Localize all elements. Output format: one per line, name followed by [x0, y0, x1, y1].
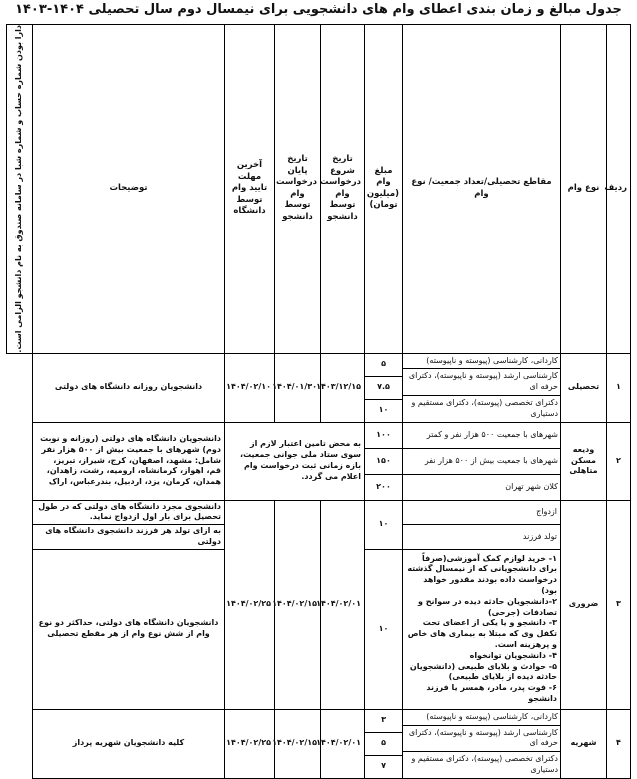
section-item: کلان شهر تهران — [505, 481, 558, 491]
table-row-tuition-loan — [7, 353, 631, 422]
loan-type: ودیعه مسکن متاهلی — [561, 422, 607, 500]
deadline-date: ۱۴۰۴/۰۲/۱۰ — [225, 353, 275, 422]
amount-value: ۱۰ — [365, 549, 403, 709]
section-item: دکترای تخصصی (پیوسته)، دکترای مستقیم و دستیاری — [411, 397, 558, 418]
end-date: ۱۴۰۴/۰۲/۱۵ — [275, 500, 321, 709]
header-loan-type: نوع وام — [561, 25, 607, 354]
side-note: دارا بودن شماره حساب و شماره شبا در سامانه صندوق به نام دانشجو الزامی است. — [14, 25, 24, 353]
row-no: ۳ — [607, 500, 631, 709]
amount-value: ۷.۵ — [365, 377, 402, 400]
amount-value: ۱۰۰ — [365, 423, 402, 449]
loan-table-wrapper — [6, 24, 630, 774]
header-sections: مقاطع تحصیلی/تعداد جمعیت/ نوع وام — [403, 25, 561, 354]
page-title: جدول مبالغ و زمان بندی اعطای وام های دانشجویی برای نیمسال دوم سال تحصیلی ۱۴۰۴-۱۴۰۳ — [15, 2, 622, 17]
amount-value: ۵ — [365, 354, 402, 377]
header-deadline: آخرین مهلت تایید وام توسط دانشگاه — [225, 25, 275, 354]
header-row-no: ردیف — [607, 25, 631, 354]
end-date: ۱۴۰۴/۰۲/۱۵ — [275, 709, 321, 778]
list-item: ۶- فوت پدر، مادر، همسر یا فرزند دانشجو — [426, 683, 557, 704]
section-item: شهرهای با جمعیت ۵۰۰ هزار نفر و کمتر — [403, 423, 560, 449]
header-end-date: تاریخ پایان درخواست وام توسط دانشجو — [275, 25, 321, 354]
section-item: کاردانی، کارشناسی (پیوسته و ناپیوسته) — [403, 710, 560, 726]
section-item: کاردانی، کارشناسی (پیوسته و ناپیوسته) — [403, 354, 560, 370]
side-note-cell — [7, 25, 33, 354]
notes-marriage: دانشجوی مجرد دانشگاه های دولتی که در طول تحصیل برای بار اول ازدواج نماید. — [33, 500, 225, 525]
loan-type: تحصیلی — [561, 353, 607, 422]
table-row-housing-deposit — [7, 422, 631, 500]
loan-type: ضروری — [561, 500, 607, 709]
amount-value: ۳ — [365, 710, 402, 733]
emergency-list — [403, 549, 561, 709]
section-item: کارشناسی ارشد (پیوسته و ناپیوسته)، دکترای حرفه ای — [403, 369, 560, 396]
list-item: ۲-دانشجویان حادثه دیده در سوانح و تصادفات (جرحی) — [417, 596, 557, 617]
header-start-date: تاریخ شروع درخواست وام توسط دانشجو — [321, 25, 365, 354]
date-note: به محض تامین اعتبار لازم از سوی ستاد ملی جوانی جمعیت، بازه زمانی ثبت درخواست وام اعلام می گردد. — [225, 422, 365, 500]
section-item-child: تولد فرزند — [403, 525, 561, 550]
amount-value: ۵ — [365, 733, 402, 756]
header-notes: توضیحات — [33, 25, 225, 354]
row-no: ۲ — [607, 422, 631, 500]
notes: دانشجویان روزانه دانشگاه های دولتی — [33, 353, 225, 422]
amount-value: ۷ — [381, 761, 386, 771]
deadline-date: ۱۴۰۴/۰۲/۲۵ — [225, 500, 275, 709]
amount-value: ۱۰ — [365, 500, 403, 549]
amount-value: ۱۵۰ — [365, 449, 402, 475]
table-row-tuition-fee — [7, 709, 631, 778]
start-date: ۱۴۰۳/۱۲/۱۵ — [321, 353, 365, 422]
list-item: ۵- حوادث و بلایای طبیعی (دانشجویان حادثه دیده از بلایای طبیعی) — [409, 661, 557, 682]
loan-table — [6, 24, 631, 779]
list-item: ۳- دانشجو و یا یکی از اعضای تحت تکفل وی که مبتلا به بیماری های خاص و پرهزینه است. — [407, 618, 557, 650]
row-no: ۱ — [607, 353, 631, 422]
amount-value: ۱۰ — [378, 405, 389, 415]
end-date: ۱۴۰۴/۰۱/۳۰ — [275, 353, 321, 422]
section-item: شهرهای با جمعیت بیش از ۵۰۰ هزار نفر — [403, 449, 560, 475]
deadline-date: ۱۴۰۴/۰۲/۲۵ — [225, 709, 275, 778]
notes-child: به ازای تولد هر فرزند دانشجوی دانشگاه های دولتی — [33, 525, 225, 550]
start-date: ۱۴۰۴/۰۲/۰۱ — [321, 709, 365, 778]
table-row-emergency-marriage — [7, 500, 631, 525]
row-no: ۴ — [607, 709, 631, 778]
notes: کلیه دانشجویان شهریه پرداز — [33, 709, 225, 778]
list-item: ۱- خرید لوازم کمک آموزشی(صرفاً برای دانشجویانی که از نیمسال گذشته درخواست داده بودند مقدور خواهد بود) — [407, 553, 557, 596]
notes: دانشجویان دانشگاه های دولتی (روزانه و نوبت دوم) شهرهای با جمعیت بیش از ۵۰۰ هزار نفر شامل: مشهد، اصفهان، کرج، شیراز، تبریز، قم، اهواز، کرمانشاه، ارومیه، رشت، زاهدان، همدان، کرمان، یزد، اردبیل، بندرعباس، اراک — [33, 422, 225, 500]
notes: دانشجویان دانشگاه های دولتی، حداکثر دو نوع وام از شش نوع وام از هر مقطع تحصیلی — [33, 549, 225, 709]
header-amount: مبلغ وام (میلیون تومان) — [365, 25, 403, 354]
start-date: ۱۴۰۴/۰۲/۰۱ — [321, 500, 365, 709]
section-item: دکترای تخصصی (پیوسته)، دکترای مستقیم و دستیاری — [411, 754, 558, 774]
section-item: کارشناسی ارشد (پیوسته و ناپیوسته)، دکترای حرفه ای — [403, 726, 560, 753]
section-item-marriage: ازدواج — [403, 500, 561, 525]
header-row — [7, 25, 631, 354]
amount-value: ۲۰۰ — [376, 481, 391, 491]
loan-type: شهریه — [561, 709, 607, 778]
list-item: ۴- دانشجویان توانخواه — [469, 650, 557, 660]
